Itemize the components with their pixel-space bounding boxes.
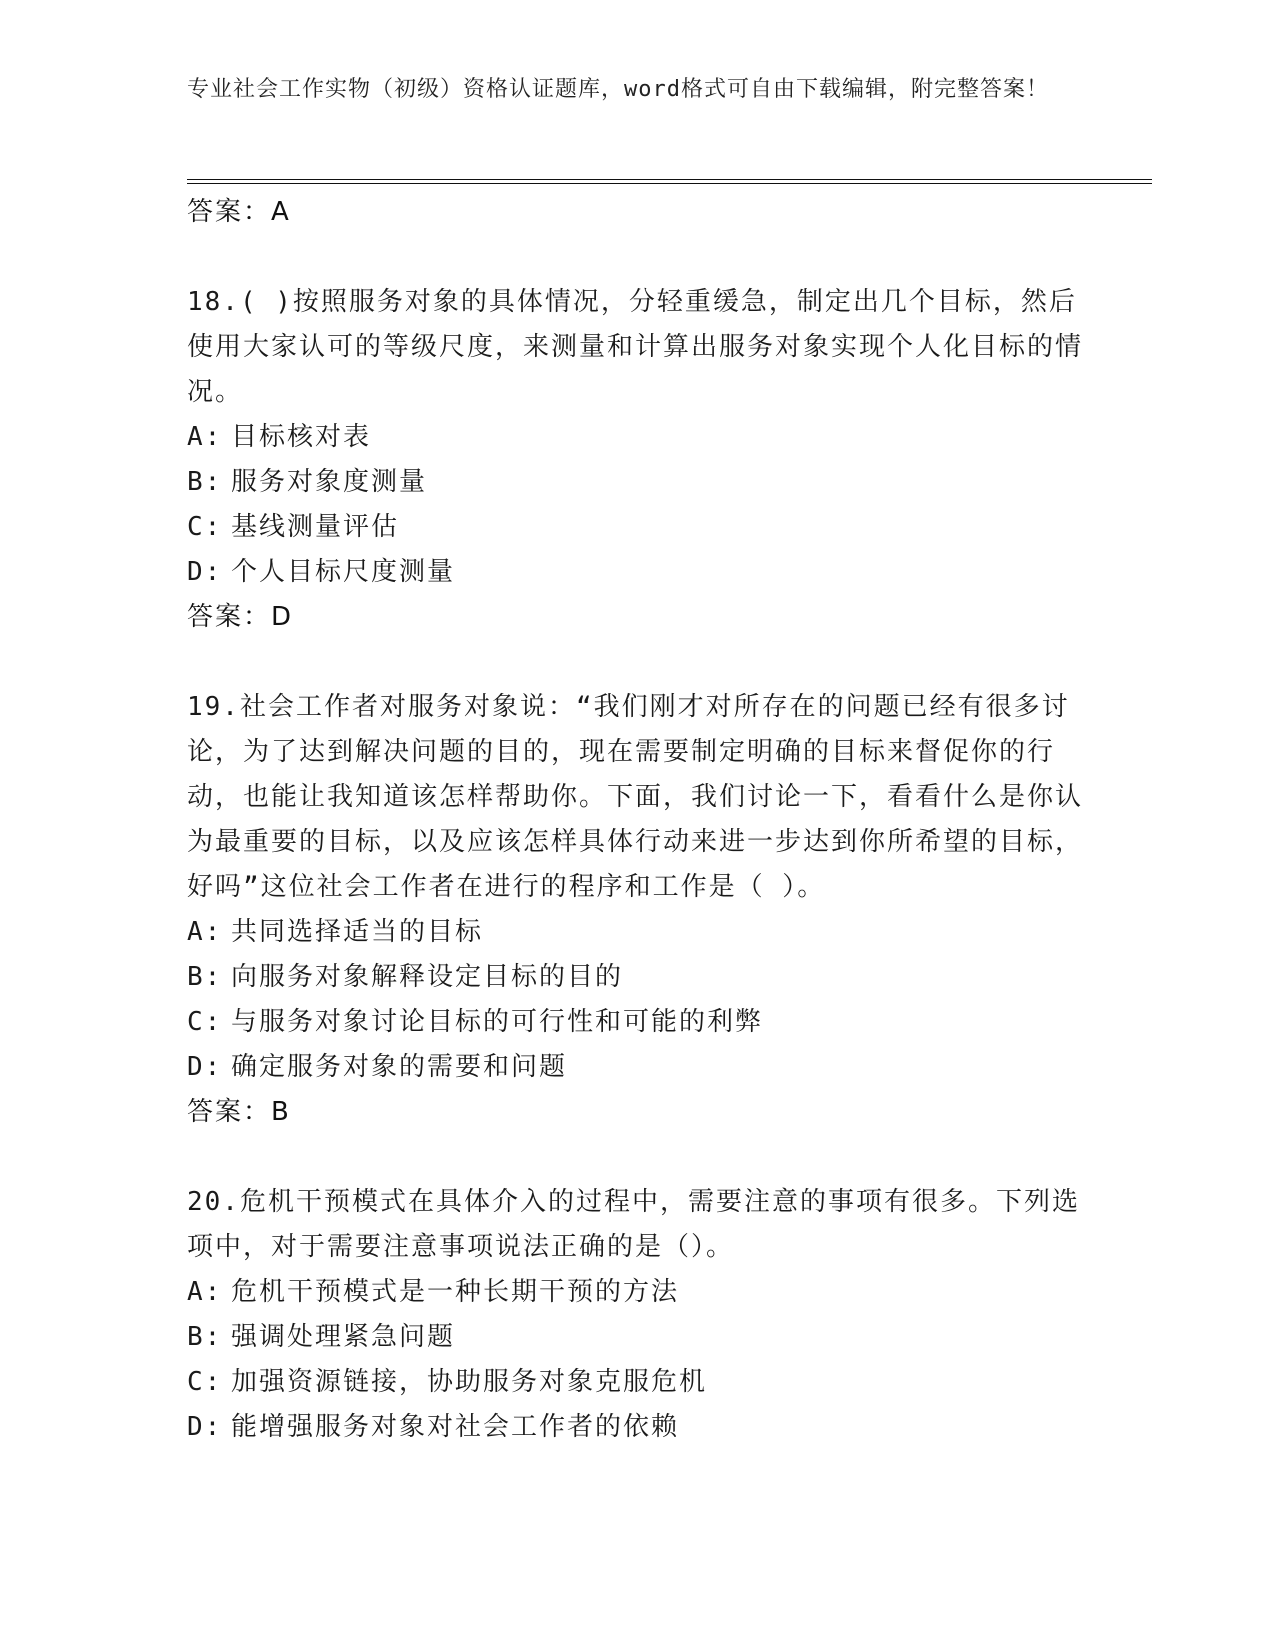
option-text: 向服务对象解释设定目标的目的: [231, 962, 624, 992]
option-text: 能增强服务对象对社会工作者的依赖: [231, 1412, 680, 1442]
option-text: 强调处理紧急问题: [231, 1322, 456, 1352]
page-header: 专业社会工作实物（初级）资格认证题库，word格式可自由下载编辑，附完整答案！: [187, 77, 1049, 102]
option-letter: C:: [187, 512, 223, 542]
option-c: [187, 1000, 1087, 1045]
option-text: 危机干预模式是一种长期干预的方法: [231, 1277, 680, 1307]
option-text: 加强资源链接，协助服务对象克服危机: [231, 1367, 708, 1397]
option-letter: A:: [187, 422, 223, 452]
question-stem: 19.社会工作者对服务对象说：“我们刚才对所存在的问题已经有很多讨论，为了达到解决问题的目的，现在需要制定明确的目标来督促你的行动，也能让我知道该怎样帮助你。下面，我们讨论一下，看看什么是你认为最重要的目标，以及应该怎样具体行动来进一步达到你所希望的目标，好吗”这位社会工作者在进行的程序和工作是（ ）。: [187, 692, 1084, 902]
option-text: 个人目标尺度测量: [231, 557, 456, 587]
spacer: [187, 235, 1087, 280]
question-block: [187, 1180, 1087, 1450]
option-b: [187, 1315, 1087, 1360]
option-d: [187, 1045, 1087, 1090]
option-text: 服务对象度测量: [231, 467, 428, 497]
question-block: [187, 280, 1087, 640]
option-d: [187, 550, 1087, 595]
option-letter: A:: [187, 1277, 223, 1307]
option-a: [187, 1270, 1087, 1315]
spacer: [187, 1135, 1087, 1180]
option-text: 共同选择适当的目标: [231, 917, 484, 947]
option-letter: C:: [187, 1007, 223, 1037]
answer-line: 答案：B: [187, 1097, 291, 1127]
option-text: 基线测量评估: [231, 512, 400, 542]
question-stem: 18.( )按照服务对象的具体情况，分轻重缓急，制定出几个目标，然后使用大家认可的等级尺度，来测量和计算出服务对象实现个人化目标的情况。: [187, 287, 1084, 407]
option-letter: B:: [187, 962, 223, 992]
option-letter: C:: [187, 1367, 223, 1397]
question-block: [187, 685, 1087, 1135]
option-c: [187, 505, 1087, 550]
option-text: 确定服务对象的需要和问题: [231, 1052, 568, 1082]
document-body: [187, 190, 1087, 1450]
option-d: [187, 1405, 1087, 1450]
option-letter: B:: [187, 1322, 223, 1352]
option-a: [187, 910, 1087, 955]
answer-line: 答案：A: [187, 197, 291, 227]
spacer: [187, 640, 1087, 685]
option-text: 目标核对表: [231, 422, 372, 452]
option-letter: D:: [187, 1052, 223, 1082]
question-stem: 20.危机干预模式在具体介入的过程中，需要注意的事项有很多。下列选项中，对于需要注意事项说法正确的是（）。: [187, 1187, 1080, 1262]
option-c: [187, 1360, 1087, 1405]
option-b: [187, 955, 1087, 1000]
option-letter: B:: [187, 467, 223, 497]
header-rule-thick: [187, 183, 1152, 184]
header-rule-thin: [187, 179, 1152, 180]
answer-line: 答案：D: [187, 602, 294, 632]
option-letter: D:: [187, 557, 223, 587]
option-letter: D:: [187, 1412, 223, 1442]
option-b: [187, 460, 1087, 505]
option-a: [187, 415, 1087, 460]
option-text: 与服务对象讨论目标的可行性和可能的利弊: [231, 1007, 764, 1037]
option-letter: A:: [187, 917, 223, 947]
